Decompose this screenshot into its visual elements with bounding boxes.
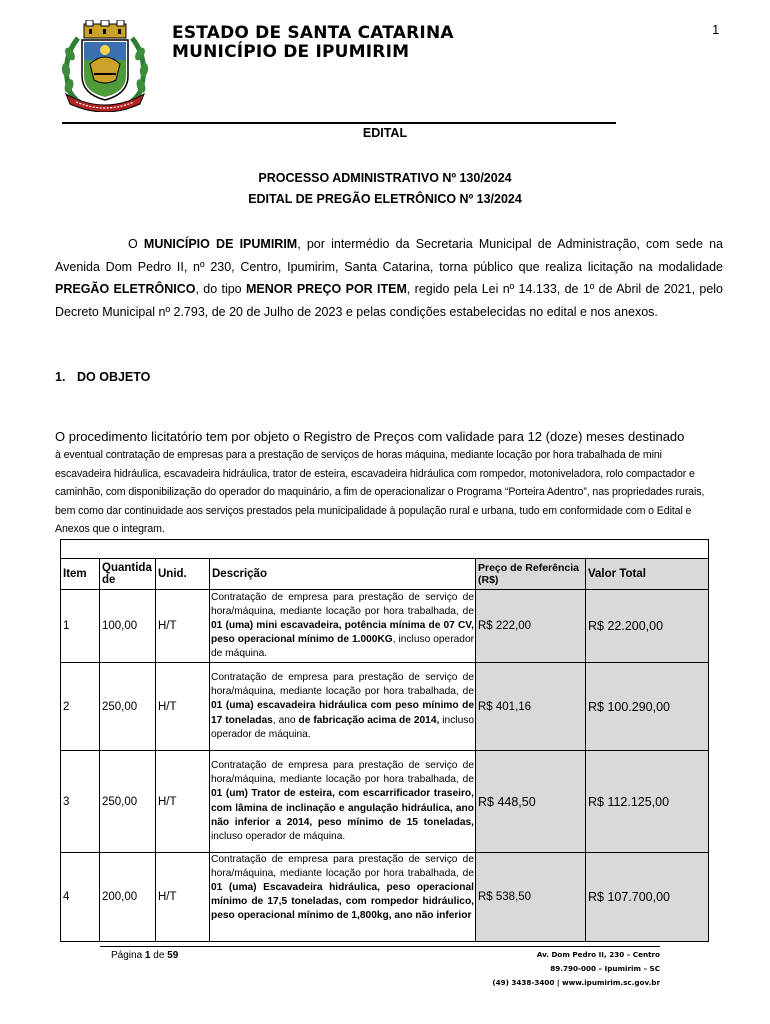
desc-text: incluso operador de máquina. [211,714,474,740]
intro-text-1: O [128,237,144,251]
table-row [61,663,709,751]
section-number: 1. [55,370,66,384]
object-lead: O procedimento licitatório tem por objeto o Registro de Preços com validade para 12 (doze) meses destinado [55,429,685,444]
row-price: R$ 222,00 [476,590,586,663]
object-body: à eventual contratação de empresas para a prestação de serviços de horas máquina, mediante locação por hora trabalhada de mini escavadeira hidráulica, escavadeira hidráulica, trator de esteira, escavadeira hidráulica com rompedor, motoniveladora, rolo compactador e caminhão, com disponibilização do operador do maquinário, a fim de operacionalizar o Programa “Porteira Adentro”, nas propriedades rurais, bem como dar continuidade aos serviços prestados pela municipalidade à população rural e urbana, tudo em conformidade com o Edital e Anexos que o integram. [55,449,705,535]
process-number: PROCESSO ADMINISTRATIVO Nº 130/2024 [258,171,512,185]
row-description [210,751,476,853]
row-quantity: 200,00 [100,853,156,942]
row-price: R$ 538,50 [476,853,586,942]
page-of: de [153,950,165,961]
desc-bold: 01 (uma) Escavadeira hidráulica, peso operacional mínimo de 17,5 toneladas, com rompedor hidráulico, peso operacional mínimo de 1,800kg, ano não inferior [211,882,474,922]
col-header-quantity: Quantidade [100,559,156,590]
row-total: R$ 22.200,00 [586,590,709,663]
intro-text-2: , por intermédio da Secretaria Municipal de Administração, com sede na Avenida Dom Pedro II, nº 230, Centro, Ipumirim, Santa Catarina, torna público que realiza licitação na modalidade [55,237,723,274]
row-unit: H/T [156,590,210,663]
total-pages: 59 [167,950,179,961]
row-description [210,590,476,663]
desc-text: Contratação de empresa para prestação de serviço de hora/máquina, mediante locação por hora trabalhada, de [211,672,474,698]
row-total: R$ 100.290,00 [586,663,709,751]
intro-text-4: , regido pela Lei nº 14.133, de 1º de Abril de 2021, pelo Decreto Municipal nº 2.793, de 20 de Julho de 2023 e pelas condições estabelecidas no edital e nos anexos. [55,282,724,319]
intro-paragraph [55,233,723,323]
desc-text: Contratação de empresa para prestação de serviço de hora/máquina, mediante locação por hora trabalhada, de [211,591,474,617]
current-page: 1 [144,950,151,961]
desc-bold: 01 (uma) mini escavadeira, potência mínima de 07 CV, peso operacional mínimo de 1.000KG [211,619,474,646]
row-item: 2 [61,663,100,751]
section-title: DO OBJETO [77,370,151,384]
page-label: Página [111,950,143,961]
desc-bold: 01 (uma) escavadeira hidráulica com peso mínimo de 17 toneladas [211,700,474,726]
desc-text: incluso operador de máquina. [211,830,346,842]
col-header-price: Preço de Referência (R$) [476,559,586,590]
object-paragraph [55,428,717,539]
criteria-bold: MENOR PREÇO POR ITEM [245,282,407,296]
row-description [210,853,476,942]
desc-bold: de fabricação acima de 2014, [298,714,440,726]
desc-text: Contratação de empresa para prestação de serviço de hora/máquina, mediante locação por hora trabalhada, de [211,854,474,880]
desc-text: Contratação de empresa para prestação de serviço de hora/máquina, mediante locação por hora trabalhada, de [211,760,474,786]
desc-bold: 01 (um) Trator de esteira, com escarrificador traseiro, com lâmina de inclinação e angulação hidráulica, ano não inferior a 2014, peso mínimo de 15 toneladas, [211,788,474,828]
desc-text: , incluso operador de máquina. [211,634,474,660]
edital-number: EDITAL DE PREGÃO ELETRÔNICO Nº 13/2024 [248,192,522,206]
row-price: R$ 401,16 [476,663,586,751]
intro-text-3: , do tipo [195,282,246,296]
row-item: 3 [61,751,100,853]
table-header-row [61,559,709,590]
footer-address [440,948,660,990]
table-row [61,590,709,663]
municipality-bold: MUNICÍPIO DE IPUMIRIM [143,237,298,251]
items-table [60,539,709,942]
table-blank-row [61,540,709,559]
table-row [61,853,709,942]
row-description [210,663,476,751]
row-item: 4 [61,853,100,942]
row-price: R$ 448,50 [476,751,586,853]
document-title: EDITAL [362,126,408,140]
municipal-crest-icon [56,20,154,112]
municipality-name: MUNICÍPIO DE IPUMIRIM [172,42,410,62]
page-number: 1 [712,22,720,37]
footer-divider [100,946,660,947]
row-unit: H/T [156,853,210,942]
header-divider [62,122,616,124]
table-row [61,751,709,853]
modality-bold: PREGÃO ELETRÔNICO [55,282,196,296]
address-street: Av. Dom Pedro II, 230 – Centro [536,950,660,959]
desc-text: , ano [272,714,299,726]
row-item: 1 [61,590,100,663]
row-unit: H/T [156,751,210,853]
section-heading [55,370,150,384]
municipality-header [172,24,454,62]
row-quantity: 250,00 [100,663,156,751]
col-header-total: Valor Total [586,559,709,590]
col-header-unit: Unid. [156,559,210,590]
row-quantity: 100,00 [100,590,156,663]
row-quantity: 250,00 [100,751,156,853]
page-counter [111,950,178,961]
row-total: R$ 112.125,00 [586,751,709,853]
row-unit: H/T [156,663,210,751]
row-total: R$ 107.700,00 [586,853,709,942]
address-contact: (49) 3438-3400 | www.ipumirim.sc.gov.br [492,978,660,987]
col-header-description: Descrição [210,559,476,590]
address-city: 89.790-000 – Ipumirim – SC [550,964,660,973]
state-name: ESTADO DE SANTA CATARINA [172,23,454,43]
col-header-item: Item [61,559,100,590]
